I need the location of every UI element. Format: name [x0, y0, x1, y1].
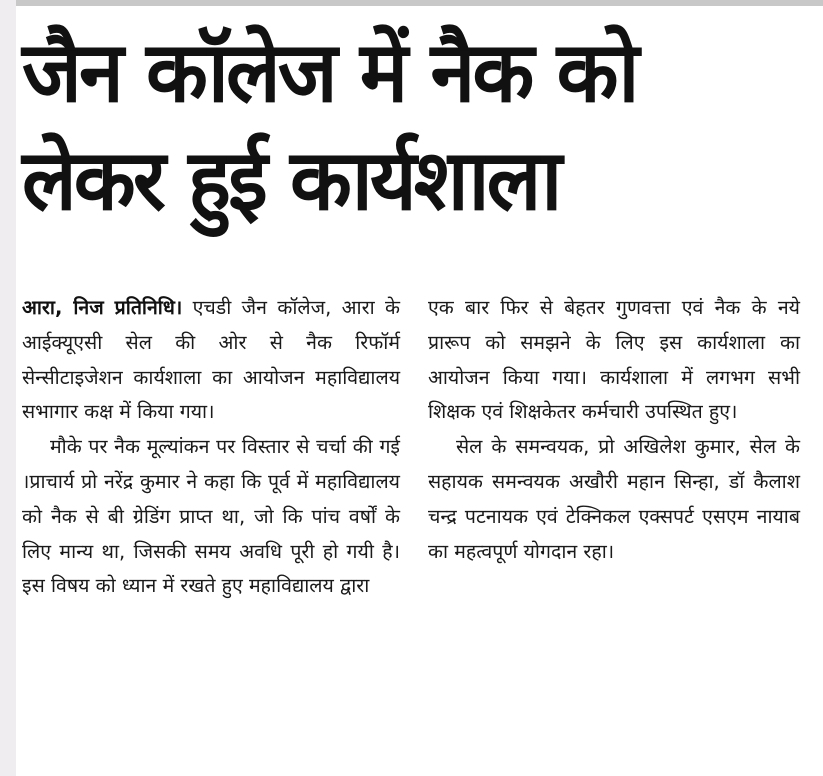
page-edge: [0, 0, 16, 776]
article-paragraph: एक बार फिर से बेहतर गुणवत्ता एवं नैक के नये प्रारूप को समझने के लिए इस कार्यशाला का आयोजन किया गया। कार्यशाला में लगभग सभी शिक्षक एवं शिक्षकेतर कर्मचारी उपस्थित हुए।: [428, 296, 800, 424]
headline-line-2: लेकर हुई कार्यशाला: [22, 131, 560, 229]
article-column-right: [428, 291, 800, 569]
article-text: एचडी जैन कॉलेज, आरा के आईक्यूएसी सेल की ओर से नैक रिफॉर्म सेन्सीटाइजेशन कार्यशाला का आयोजन महाविद्यालय सभागार कक्ष में किया गया।: [22, 296, 401, 424]
dateline: आरा, निज प्रतिनिधि।: [22, 296, 183, 319]
headline: [22, 18, 812, 234]
article-paragraph: सेल के समन्वयक, प्रो अखिलेश कुमार, सेल के सहायक समन्वयक अखौरी महान सिन्हा, डॉ कैलाश चन्द्र पटनायक एवं टेक्निकल एक्सपर्ट एसएम नायाब का महत्वपूर्ण योगदान रहा।: [428, 435, 800, 563]
article-column-left: [22, 291, 400, 604]
headline-line-1: जैन कॉलेज में नैक को: [22, 23, 637, 121]
article-paragraph: [22, 291, 400, 430]
article-paragraph: मौके पर नैक मूल्यांकन पर विस्तार से चर्चा की गई ।प्राचार्य प्रो नरेंद्र कुमार ने कहा कि पूर्व में महाविद्यालय को नैक से बी ग्रेडिंग प्राप्त था, जो कि पांच वर्षों के लिए मान्य था, जिसकी समय अवधि पूरी हो गयी है। इस विषय को ध्यान में रखते हुए महाविद्यालय द्वारा: [22, 435, 400, 598]
top-rule: [0, 0, 823, 6]
